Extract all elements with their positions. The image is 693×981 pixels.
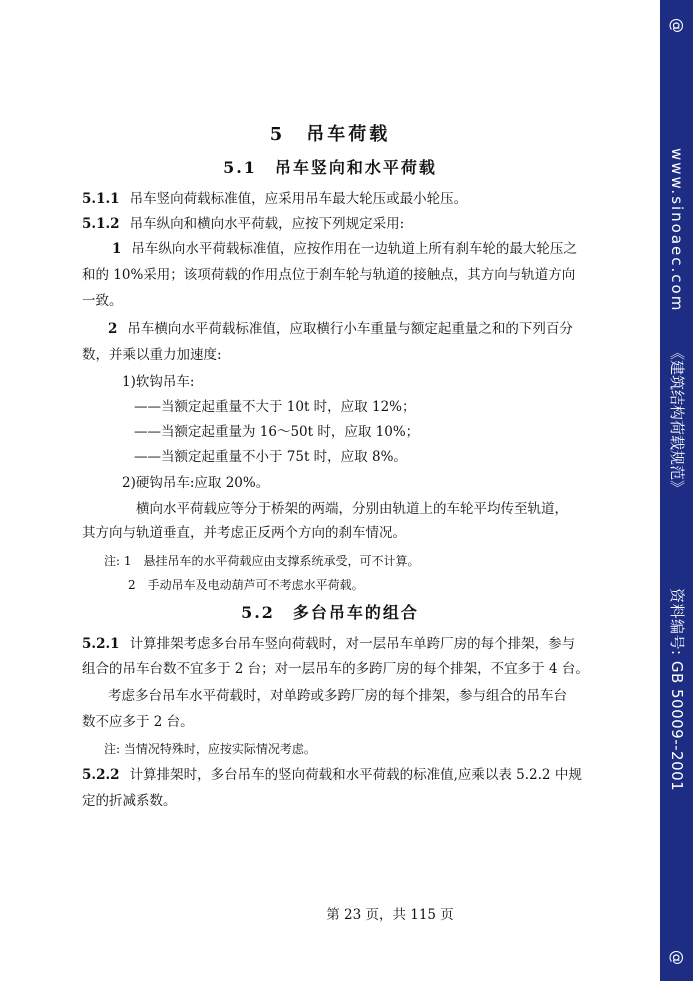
clause-5-1-1 [82, 190, 622, 208]
clause-5-2-2-line-2: 定的折减系数。 [82, 793, 177, 809]
soft-hook-label: 1)软钩吊车: [122, 374, 195, 390]
note-2: 2 手动吊车及电动葫芦可不考虑水平荷载。 [128, 578, 364, 592]
item-number: 2 [108, 321, 118, 337]
lateral-line-1: 横向水平荷载应等分于桥架的两端，分别由轨道上的车轮平均传至轨道， [136, 501, 568, 517]
sidebar-url: www.sinoaec.com [668, 148, 686, 313]
item-1-line-3: 一致。 [82, 293, 123, 309]
clause-5-1-2 [82, 215, 622, 233]
chapter-title: 5 吊车荷载 [269, 124, 391, 145]
item-number: 1 [112, 241, 122, 257]
clause-number: 5.2.2 [82, 767, 120, 783]
page-footer: 第 23 页，共 115 页 [326, 907, 454, 923]
soft-hook-row: ——当额定起重量为 16～50t 时，应取 10%； [134, 424, 420, 440]
clause-number: 5.1.1 [82, 191, 120, 207]
item-2-line-1: 2 吊车横向水平荷载标准值，应取横行小车重量与额定起重量之和的下列百分 [108, 321, 573, 337]
note-5-2-1: 注: 当情况特殊时，应按实际情况考虑。 [104, 742, 316, 756]
clause-text: 吊车纵向和横向水平荷载，应按下列规定采用: [129, 216, 405, 232]
item-2-line-2: 数，并乘以重力加速度: [82, 347, 222, 363]
sidebar-banner [660, 0, 693, 981]
sidebar-title: 《建筑结构荷载规范》 [668, 345, 686, 496]
section-title-5-2: 5.2 多台吊车的组合 [241, 603, 419, 622]
soft-hook-row: ——当额定起重量不大于 10t 时，应取 12%； [134, 399, 416, 415]
item-1-line-1: 1 吊车纵向水平荷载标准值，应按作用在一边轨道上所有刹车轮的最大轮压之 [112, 241, 577, 257]
clause-5-2-1-line-3: 考虑多台吊车水平荷载时，对单跨或多跨厂房的每个排架，参与组合的吊车台 [108, 688, 567, 704]
item-1-line-2: 和的 10%采用；该项荷载的作用点位于刹车轮与轨道的接触点，其方向与轨道方向 [82, 267, 576, 283]
clause-5-2-1-line-2: 组合的吊车台数不宜多于 2 台；对一层吊车的多跨厂房的每个排架，不宜多于 4 台。 [82, 661, 589, 677]
at-symbol-bottom: @ [668, 950, 686, 965]
clause-number: 5.2.1 [82, 636, 120, 652]
at-symbol-top: @ [668, 18, 686, 33]
clause-5-2-2-line-1: 5.2.2 计算排架时，多台吊车的竖向荷载和水平荷载的标准值,应乘以表 5.2.2 中规 [82, 767, 582, 783]
note-1: 注: 1 悬挂吊车的水平荷载应由支撑系统承受，可不计算。 [104, 554, 420, 568]
soft-hook-row: ——当额定起重量不小于 75t 时，应取 8%。 [134, 449, 407, 465]
clause-number: 5.1.2 [82, 216, 120, 232]
hard-hook-label: 2)硬钩吊车:应取 20%。 [122, 475, 270, 491]
sidebar-code: 资料编号: GB 50009--2001 [668, 588, 686, 792]
clause-5-2-1-line-4: 数不应多于 2 台。 [82, 714, 194, 730]
lateral-line-2: 其方向与轨道垂直，并考虑正反两个方向的刹车情况。 [82, 525, 406, 541]
clause-5-2-1-line-1: 5.2.1 计算排架考虑多台吊车竖向荷载时，对一层吊车单跨厂房的每个排架，参与 [82, 636, 576, 652]
section-title-5-1: 5.1 吊车竖向和水平荷载 [223, 158, 437, 177]
clause-text: 吊车竖向荷载标准值，应采用吊车最大轮压或最小轮压。 [129, 191, 468, 207]
